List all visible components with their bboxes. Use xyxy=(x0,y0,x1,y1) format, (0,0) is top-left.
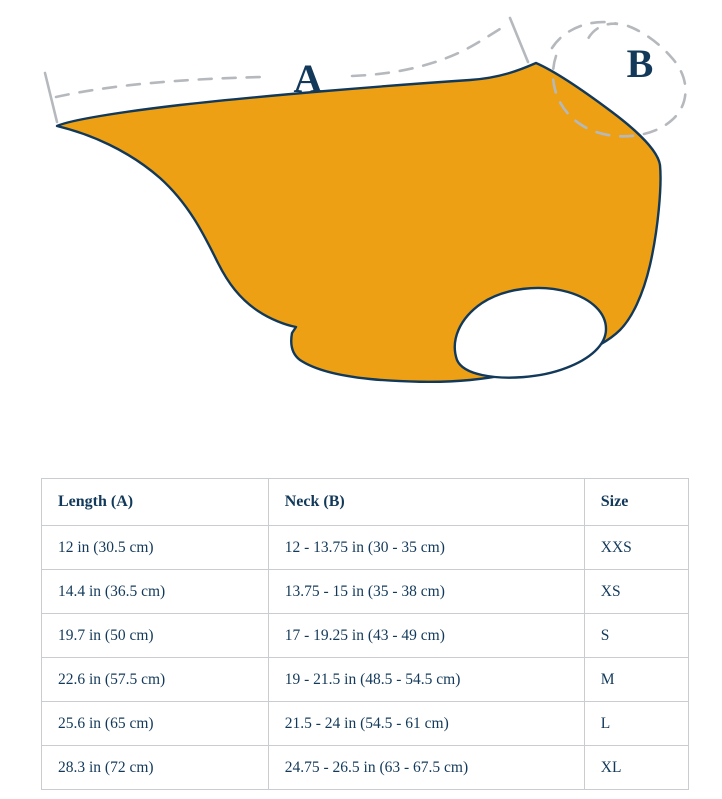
cell-neck: 24.75 - 26.5 in (63 - 67.5 cm) xyxy=(268,746,584,790)
cell-neck: 12 - 13.75 in (30 - 35 cm) xyxy=(268,526,584,570)
cell-neck: 19 - 21.5 in (48.5 - 54.5 cm) xyxy=(268,658,584,702)
column-header-neck: Neck (B) xyxy=(268,479,584,526)
cell-length: 14.4 in (36.5 cm) xyxy=(42,570,269,614)
table-header-row xyxy=(42,479,689,526)
length-label: A xyxy=(293,56,323,101)
cell-length: 28.3 in (72 cm) xyxy=(42,746,269,790)
cell-length: 19.7 in (50 cm) xyxy=(42,614,269,658)
size-table xyxy=(41,478,689,790)
cell-size: XS xyxy=(584,570,688,614)
dog-coat-shape xyxy=(57,63,661,382)
size-chart xyxy=(41,478,689,790)
cell-length: 22.6 in (57.5 cm) xyxy=(42,658,269,702)
cell-length: 25.6 in (65 cm) xyxy=(42,702,269,746)
neck-label: B xyxy=(626,41,654,86)
cell-size: XXS xyxy=(584,526,688,570)
cell-length: 12 in (30.5 cm) xyxy=(42,526,269,570)
cell-neck: 13.75 - 15 in (35 - 38 cm) xyxy=(268,570,584,614)
table-row xyxy=(42,526,689,570)
cell-size: L xyxy=(584,702,688,746)
cell-size: M xyxy=(584,658,688,702)
table-row xyxy=(42,614,689,658)
table-row xyxy=(42,570,689,614)
cell-size: XL xyxy=(584,746,688,790)
column-header-size: Size xyxy=(584,479,688,526)
column-header-length: Length (A) xyxy=(42,479,269,526)
table-row xyxy=(42,746,689,790)
cell-neck: 21.5 - 24 in (54.5 - 61 cm) xyxy=(268,702,584,746)
cell-size: S xyxy=(584,614,688,658)
table-row xyxy=(42,702,689,746)
cell-neck: 17 - 19.25 in (43 - 49 cm) xyxy=(268,614,584,658)
table-row xyxy=(42,658,689,702)
